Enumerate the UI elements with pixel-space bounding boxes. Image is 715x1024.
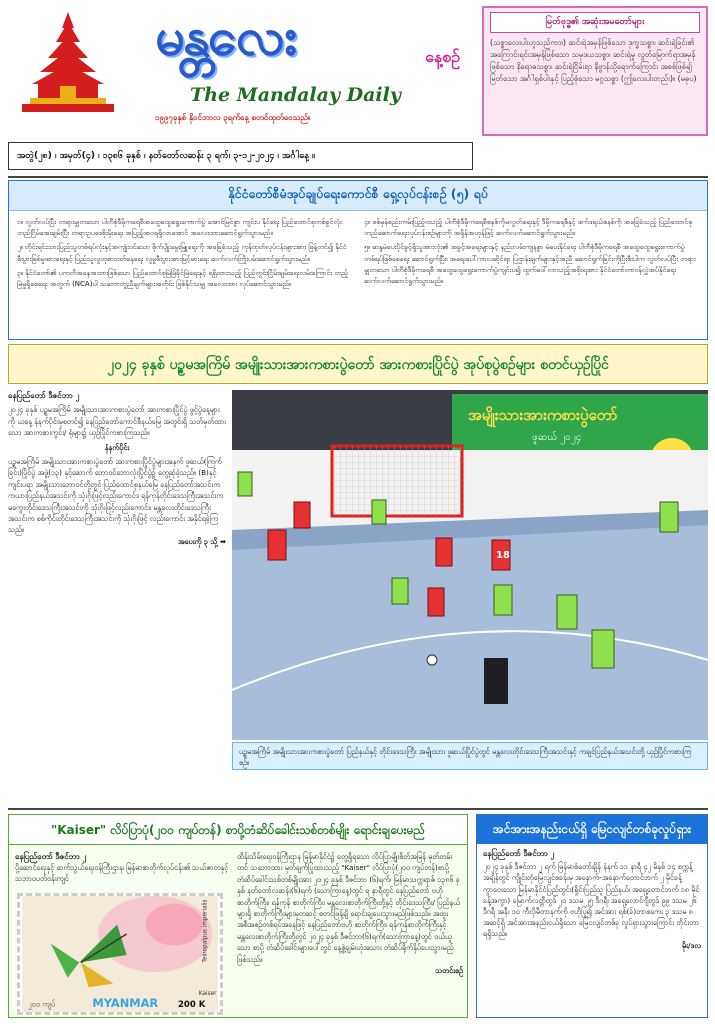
- stamp-latin: Teinopalpus imperialis: [202, 899, 209, 963]
- point-item: ၂။ တိုင်းရင်းသားပြည်သူတစ်ရပ်လုံးနှင့်အကျုံးဝင်သော စိုက်ပျိုးမွေးမြူရေးကို အခြေခံသည့် ကုန်ထုတ်လုပ်ငန်းများအား ဖြန့်တင်၍ နိုင်ငံစီးပွားဖြစ်မှုအားရေးနှင့် ပြည်သူလူထုစားဝတ်နေရေး လူမှုစီးပွားအားမြင့်မားရေး ဆက်လက်ကြိုးပမ်းဆောင်ရွက်သွားမည်။: [17, 243, 347, 263]
- kaiser-signature: သတင်းစဉ်: [435, 966, 463, 976]
- kaiser-intro-text: ပို့ဆောင်ရေးနှင့် ဆက်သွယ်ရေးဝန်ကြီးဌာန၊ မြန်မာစာတိုက်လုပ်ငန်း၏ သယ်ဇာတနှင့် သဘာဝပတ်ဝန်းကျင်: [15, 863, 229, 883]
- divider: [8, 176, 708, 178]
- title-daily: နေ့စဉ်: [425, 47, 460, 66]
- stamp-value-mm: ၂၀၀ ကျပ်: [27, 999, 56, 1009]
- earthquake-body: [477, 844, 707, 955]
- buddha-teaching-box: [482, 6, 708, 136]
- stamp-value-en: 200 K: [178, 1000, 206, 1011]
- futsal-byline: နေပြည်တော် ဒီဇင်ဘာ ၂: [8, 391, 80, 400]
- founding-line: ၁၉၉၇ခုနှစ် နိုဝင်ဘာလ ၃ရက်နေ့ စတင်ထုတ်ဝေသည်။: [155, 113, 311, 122]
- points-column-right: [364, 217, 699, 293]
- earthquake-headline: အင်အားအနည်းငယ်ရှိ မြေငလျင်တစ်ခုလှုပ်ရှား: [477, 815, 707, 844]
- quote-heading: မြတ်ဗုဒ္ဓ၏ အဆုံးအမတော်များ: [490, 12, 700, 33]
- points-column-left: [17, 217, 352, 293]
- masthead: [0, 0, 715, 138]
- futsal-para: ပဉ္စမအကြိမ် အမျိုးသားအားကစားပွဲတော် အားကစားပြိုင်ပွဲများအနက် ဖူဆယ်(ကြက်ခြင်း)ပြိုင်ပွဲ အဖွဲ့(၁၃) နှင့်ဆောက် ဘောဝင်ဘောလုံးပြိုင်ပွဲ၌ တွေ့ဆုံခဲ့သည်။ (B)နှင့် ကျင်းပရာ အမျိုးသားဘောဝင်တို့တွင် ပြည်ထောင်စုနယ်မြေ နေပြည်တော်အသင်းက ကယားပြည်နယ်အသင်းကို သုံးဂိုးဖြင့်လည်းကောင်း၊ ရန်ကုန်တိုင်းဒေသကြီးအသင်းက မကွေးတိုင်းဒေသကြီးအသင်းကို သုံးဂိုးဖြင့်လည်းကောင်း၊ မန္တလေးတိုင်းဒေသကြီးအသင်းက စစ်ကိုင်းတိုင်းဒေသကြီးအသင်းကို သုံးဂိုးဖြင့် လည်းကောင်း အနိုင်ရခဲ့ကြသည်။: [8, 457, 224, 535]
- point-item: ၄။ စစ်မှန်စည်းကမ်းပြည့်ဝသည့် ပါတီစုံဒီမိုကရေစီစနစ်ကိုမလွတ်ရေးနှင့် ဒီမိုကရေစီနှင့် ဖက်ဒရယ်စနစ်ကို အခြေခံသည့် ပြည်ထောင်စုတည်ဆောက်ရေးလုပ်ငန်းစဉ်များကို အရှိန်အဟုန်ဖြင့် ဆက်လက်ဆောင်ရွက်သွားမည်။: [364, 218, 693, 238]
- kaiser-intro: [15, 851, 231, 884]
- divider: [8, 808, 708, 810]
- jersey-number: 18: [496, 550, 510, 561]
- continued-link[interactable]: အပေးကို ၃ သို့ ➡: [178, 536, 226, 546]
- palace-logo: [8, 8, 128, 118]
- butterfly-stamp: [17, 893, 223, 1015]
- futsal-article: [8, 390, 226, 806]
- earthquake-signature: မိုး/ဒလ: [681, 940, 701, 950]
- title-myanmar: မန္တလေး: [155, 6, 296, 67]
- points-heading: နိုင်ငံတော်စီမံအုပ်ချုပ်ရေးကောင်စီ ရှေ့လုပ်ငန်းစဉ် (၅) ရပ်: [9, 181, 707, 211]
- earthquake-article: [476, 814, 708, 1018]
- photo-sign-subtext: ဖူဆယ် ၂၀၂၄: [532, 432, 582, 443]
- kaiser-headline: "Kaiser" လိပ်ပြာပုံ(၂၀၀ ကျပ်တန်) စာပို့တံဆိပ်ခေါင်းသစ်တစ်မျိုး ရောင်းချပေးမည်: [9, 815, 467, 845]
- point-item: ၁။ လွတ်လပ်ပြီး တရားမျှတသော ပါတီစုံဒီမိုကရေစီအထွေထွေရွေးကောက်ပွဲ အောင်မြင်စွာ ကျင်းပ နိုင်ရေး ပြည်ထောင်စုတစ်ခွင်လုံး တည်ငြိမ်အေးချမ်းပြီး တရားဥပဒေစိုးမိုးရေး အပြည့်အဝရရှိလာအောင် အလေးထားဆောင်ရွက်သွားမည်။: [17, 218, 342, 238]
- stamp-species: Kaiser: [198, 990, 217, 997]
- kaiser-byline: နေပြည်တော် ဒီဇင်ဘာ ၂: [15, 852, 87, 861]
- kaiser-body-text: ထိန်းသိမ်းရေးဝန်ကြီးဌာန မြန်မာနိုင်ငံ၌ တွေ့ရှိရသော လိပ်ပြာမျိုးစိတ်အမြန် မှတ်တမ်းတင် သဘောထား မှတ်ချက်ပြုထားသည့် "Kaiser" လိပ်ပြာပုံ(၂၀၀ ကျပ်တန်)စာပို့ တံဆိပ်ခေါင်းသစ်တစ်မျိုးအား ၂၀၂၄ ခုနှစ် ဒီဇင်ဘာ (၆)ရက်၊ မြန်မာသက္ကရာဇ် ၁၃၈၆ ခုနှစ် နတ်တော်လဆန်း(၆)ရက် (သောကြာနေ့)တွင် ရ နာရီတွင် နေပြည်တော် ဗဟိုစာတိုက်ကြီး၊ ရန်ကုန် စာတိုက်ကြီး၊ မန္တလေးစာတိုက်ကြီးတို့နှင့် တိုင်းဒေသကြီး/ ပြည်နယ်များရှိ စာတိုက်ကြီးများမှတဆင့် စတင်ဖြန့်ချိ ရောင်းချပေးသွားမည်ဖြစ်သည်။ အထူးအစီအစဉ်တစ်ရပ်အနေဖြင့် နေပြည်တော်ဗဟို စာတိုက်ကြီး၊ ရန်ကုန်စာတိုက်ကြီးနှင့် မန္တလေးစာတိုက်ကြီးတို့တွင် ၂၀၂၄ ခုနှစ် ဒီဇင်ဘာ(၆)ရက်(သောကြာနေ့)တွင် ဝယ်ယူသော စာပို့ တံဆိပ်ခေါင်းများပေါ်တွင် နေ့စွဲ့ချမ်းဟုံအသား တံဆိပ်ရိုက်နှိပ်ပေးသွားမည်ဖြစ်သည်။: [237, 852, 461, 964]
- earthquake-text: ၂၀၂၄ ခုနှစ် ဒီဇင်ဘာ ၂ ရက် မြန်မာစံတော်ချိန် နံနက် ၁၁ နာရီ ၄၂ မိနစ် ၁၄ စက္ကန့်အချိန်တွင် ကျိုင်းတုံမြေလျင်စခန်းမှ အနောက်-အနောက်တောင်ဘက် ၂ မိုင်ခန့် ကွာဝေးသော မြန်မာနိုင်ငံပြည်တွင်း(ရှိုင်းပြည်သူ ပြည်နယ်၊ အရှေ့တောင်ဘက် ၁၈ မိုင်ခန့်အကွာ) မြောက်လတ္တီတွဒ် ၂၀ ဒသမ ၂၅ ဒီဂရီ၊ အရှေ့လောင်ဂျီတွဒ် ၉၉ ဒသမ ၂၆ ဒီဂရီ အနီး ၁၀ ကီလိုမီတာနက်ကို ဗဟိုပြု၍ အင်အား ရစ်(ခ်)တာစကေး ၃ ဒသမ ၈ အဆင့်ရှိ အင်အားအနည်းငယ်ရှိသော မြေငလျင်တစ်ခု လှုပ်ရှားသွားကြောင်း တိုင်းတာရရှိသည်။: [483, 862, 700, 939]
- kaiser-body: [237, 851, 463, 976]
- photo-sign-text: အမျိုးသားအားကစားပွဲတော်: [468, 406, 618, 424]
- futsal-subhead: နံနက်ပိုင်း: [104, 442, 130, 452]
- stamp-country: MYANMAR: [92, 996, 159, 1011]
- quote-text: (သစ္စာလေးပါးဟူသည်ကား) ဆင်းရဲအမှန်ဖြစ်သော ဒုက္ခသစ္စာ၊ ဆင်းရဲခြင်း၏ အကြောင်းရင်းအမှန်ဖြစ်သော သမုဒယသစ္စာ၊ ဆင်းရဲမှု လွတ်မြောက်ရာအမှန်ဖြစ်သော နိရောဓသစ္စာ၊ ဆင်းရဲငြိမ်းရာ နိဗ္ဗာန်သို့ရောက်ကြောင်း အစစ်ဖြစ်၍ မြတ်သော အင်္ဂါရှစ်ပါးနှင့် ပြည့်စုံသော မဂ္ဂသစ္စာ (ဤလေးပါးတည်း)။ (မဓုပ): [490, 38, 697, 83]
- point-item: ၃။ နိုင်ငံတော်၏ ပကတိအနေအထားဖြစ်သော ပြည်ထောင်စုမြဲမြံခိုင်မြဲရေးနှင့် ရရှိထားသည့် ပြည်တွင်းငြိမ်းချမ်းရေးလမ်းကြောင်း တည့်မြဲမှုရှိစေရေး အတွက် (NCA)ပါ သဘောတူညီချက်များအတိုင်း ဖြစ်နိုင်သမျှ အလေးထား လုပ်ဆောင်သွားမည်။: [17, 268, 348, 289]
- earthquake-byline: နေပြည်တော် ဒီဇင်ဘာ ၂: [483, 849, 555, 858]
- newspaper-title: [135, 4, 480, 136]
- point-item: ၅။ ဆန္ဒမဲပေးပိုင်ခွင့်ရှိသူအားလုံး၏ အခွင့်အရေးများနှင့် နည်းလမ်းကျနစွာ မဲပေးနိုင်ရေး ပါတီစုံဒီမိုကရေစီ အထွေထွေရွေးကောက်ပွဲတစ်ရပ်ဖြစ်စေရေး ဆောင်ရွက်ပြီး၊ အရေးပေါ်ကာလဆိုင်ရာ ပြဌာန်းချက်များနှင့်အညီ ဆောင်ရွက်ခြင်းကိုပြီးစီးပါက လွတ်လပ်ပြီး တရားမျှတသော ပါတီစုံဒီမိုကရေစီ အထွေထွေရွေးကောက်ပွဲကျင်းပ၍ ထွက်ပေါ်လာသည့်အစိုးရအား နိုင်ငံတော်တာဝန်လွှဲအပ်နိုင်ရေး ဆက်လက်ဆောင်ရွက်သွားမည်။: [364, 243, 696, 286]
- issue-dateline: အတွဲ(၂၈) ၊ အမှတ်(၄) ၊ ၁၃၈၆ ခုနှစ် ၊ နတ်တော်လဆန်း ၃ ရက်၊ ၃-၁၂-၂၀၂၄ ၊ အင်္ဂါနေ့ ။: [8, 142, 473, 170]
- photo-caption: ပဉ္စမအကြိမ် အမျိုးသားအားကစားပွဲတော် ပြည်နယ်နှင့် တိုင်းဒေသကြီး အမျိုးသား ဖူဆယ်ပြိုင်ပွဲတွင် မန္တလေးတိုင်းဒေသကြီးအသင်းနှင့် ကချင်ပြည်နယ်အသင်းတို့ ယှဉ်ပြိုင်ကစားကြစဉ်။: [232, 742, 708, 770]
- futsal-photo: [232, 390, 708, 740]
- futsal-para: ၂၀၂၄ ခုနှစ် ပဉ္စမအကြိမ် အမျိုးသားအားကစားပွဲတော် အားကစားပြိုင်ပွဲ ဖွင့်ပွဲနေ့များကို ယနေ့ နံနက်ပိုင်းမှစတင်၍ နေပြည်တော်ကောင်စီနယ်မြေ အတွင်းရှိ သတ်မှတ်ထားသော အားကစားကွင်း/ ရုံများ၌ ယှဉ်ပြိုင်ကစားကြသည်။: [8, 405, 226, 438]
- kaiser-stamp-article: [8, 814, 468, 1018]
- title-english: The Mandalay Daily: [190, 84, 401, 106]
- state-council-five-points: [8, 180, 708, 340]
- futsal-headline: ၂၀၂၄ ခုနှစ် ပဉ္စမအကြိမ် အမျိုးသားအားကစားပွဲတော် အားကစားပြိုင်ပွဲ အုပ်စုပွဲစဉ်များ စတင်ယှဉ်ပြိုင်: [8, 344, 708, 384]
